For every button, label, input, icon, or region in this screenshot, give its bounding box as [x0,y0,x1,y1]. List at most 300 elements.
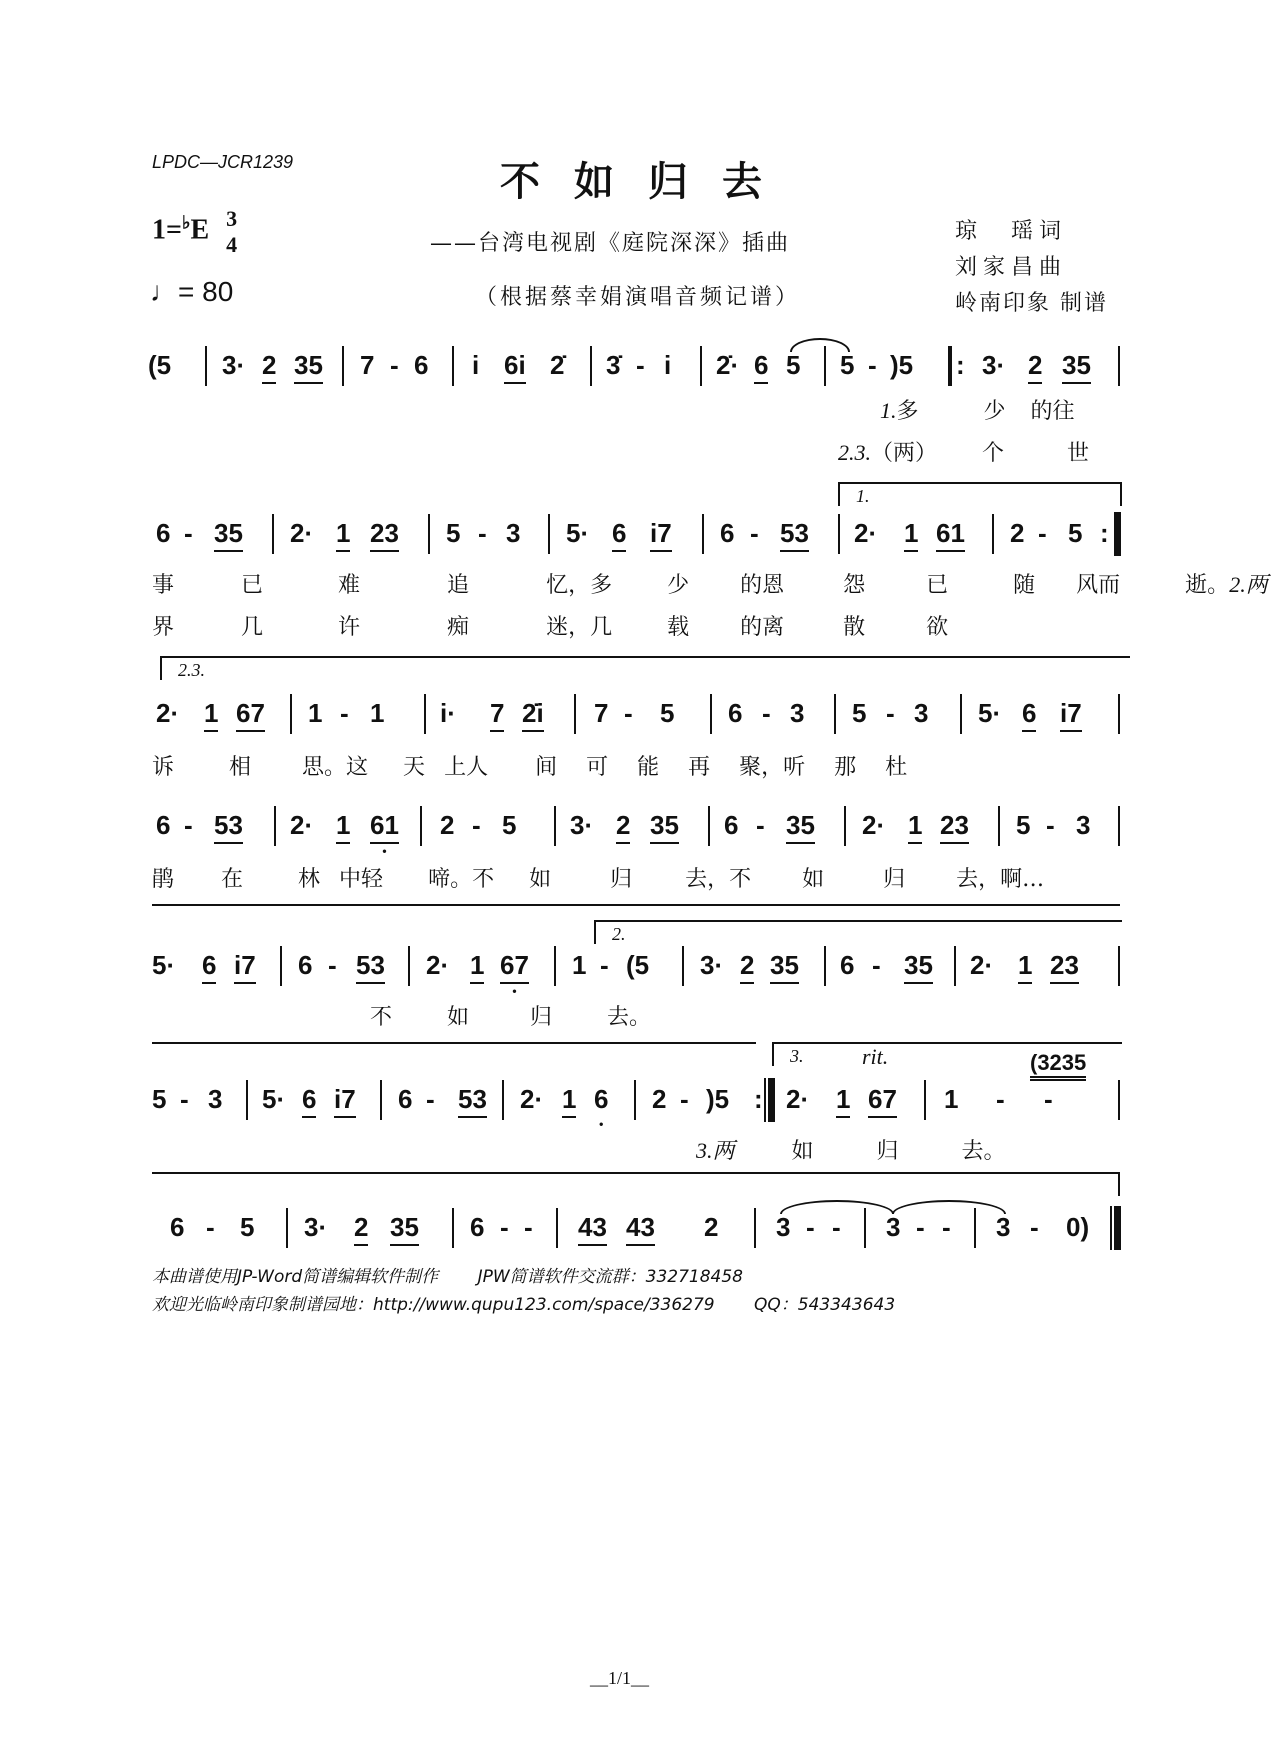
note: i7 [1060,698,1082,732]
lyric-char: 许 [338,615,361,640]
note: 1 [904,518,918,552]
note: 2 [262,350,276,384]
barline [280,946,282,986]
lyric-char: （两） [871,441,938,466]
barline [700,346,702,386]
lyric-char: 再 [688,755,711,780]
barline [274,806,276,846]
barline [834,694,836,734]
note: 2 [652,1084,667,1114]
repeat-end-barline [1114,512,1121,556]
slur-line [152,904,1120,906]
note: 6 [728,698,743,728]
barline [452,346,454,386]
lyric-char: 已 [926,573,949,598]
note: 6 [724,810,739,840]
lyric-char: 诉 [152,755,175,780]
note: 5 [502,810,517,840]
note: 2 [740,950,754,984]
lyric-char: 归 [530,1005,553,1030]
note: - [916,1212,925,1242]
slur-line [152,1042,756,1044]
lyric-char: 往 [1052,399,1075,424]
volta-label: 2.3. [178,660,205,680]
subtitle: ——台湾电视剧《庭院深深》插曲 [430,231,791,256]
note: 3 [1076,810,1091,840]
note: 3 [996,1212,1011,1242]
lyric-line-1 [152,862,1044,893]
note: )5 [706,1084,730,1114]
note: - [868,350,877,380]
note: 3 [790,698,805,728]
note: - [1044,1084,1053,1114]
barline [548,514,550,554]
volta-2 [594,920,1122,944]
barline [574,694,576,734]
barline [1118,1080,1120,1120]
note: - [750,518,759,548]
lyric-char: 去。 [607,1005,652,1030]
lyric-char: 事 [152,573,175,598]
system-6 [0,1084,1272,1134]
note: 43 [626,1212,655,1246]
barline [246,1080,248,1120]
note: 6 [302,1084,316,1118]
note: 2 [440,810,455,840]
note: - [328,950,337,980]
verse-number: 1. [880,398,897,423]
repeat-dots: : [754,1084,763,1114]
note: 35 [650,810,679,844]
note: 61 [936,518,965,552]
note: - [1030,1212,1039,1242]
barline [1118,946,1120,986]
note: - [886,698,895,728]
page-title: 不如归去 [500,158,796,205]
tie [780,1200,894,1214]
lyric-char: 间 [535,755,558,780]
lyric-char: 载 [667,615,690,640]
barline [864,1208,866,1248]
note: - [636,350,645,380]
barline [590,346,592,386]
note: 2 [354,1212,368,1246]
barline [954,946,956,986]
note: 5· [262,1084,286,1114]
lyric-char: 多 [896,399,919,424]
repeat-start-barline [948,346,952,386]
lyric-char: 在 [221,867,244,892]
volta-label: 2. [612,924,626,944]
lyric-char: 可 [586,755,609,780]
note: 1 [1018,950,1032,984]
barline [556,1208,558,1248]
lyric-char: 杜 [885,755,908,780]
lyric-line-1 [880,394,1075,425]
lyric-char: 随 [1013,573,1036,598]
note: 5 [1016,810,1031,840]
lyric-char: 思。这 [302,755,369,780]
note: i7 [334,1084,356,1118]
lyric-char: 少 [983,399,1006,424]
lyric-char: 忆，多 [546,573,613,598]
lyric-char: 中轻 [339,867,384,892]
note: 2· [290,810,314,840]
system-2 [0,518,1272,568]
note: - [1046,810,1055,840]
note: 2 [616,810,630,844]
barline [286,1208,288,1248]
website-link[interactable]: 欢迎光临岭南印象制谱园地：http://www.qupu123.com/space/336279 [152,1295,715,1315]
note: 1 [908,810,922,844]
barline [554,806,556,846]
barline [342,346,344,386]
note: 67 • [500,950,529,984]
lyric-char: 3.两 [696,1138,735,1163]
slur-line [152,1172,1120,1196]
note: 7 [594,698,609,728]
footer-line-2 [152,1290,895,1315]
barline [420,806,422,846]
note: 35 [294,350,323,384]
barline [428,514,430,554]
note: 3· [700,950,724,980]
lyric-line-1 [696,1134,1006,1165]
flat-icon: ♭ [181,212,191,233]
key-note: E [190,214,210,246]
note: - [184,518,193,548]
barline [974,1208,976,1248]
note: - [872,950,881,980]
note: 5 [840,350,855,380]
note: (5 [148,350,172,380]
note: 6 [754,350,768,384]
lyric-line-1 [370,1000,651,1031]
note: 1 [204,698,218,732]
barline [272,514,274,554]
system-4 [0,810,1272,860]
barline [554,946,556,986]
note: 35 [1062,350,1091,384]
volta-1 [838,482,1122,506]
note: 2 [1028,350,1042,384]
page-number: __1/1__ [590,1668,650,1688]
repeat-dots: : [956,350,965,380]
note: 1 [572,950,587,980]
key-signature [152,206,237,258]
note: 53 [780,518,809,552]
tempo-value: = 80 [178,276,234,307]
note: 1 [562,1084,576,1118]
note: 6 [612,518,626,552]
volta-2-3 [160,656,1130,680]
note: 2 [704,1212,719,1242]
note: 3· [304,1212,328,1242]
lyric-char: 鹃 [152,867,175,892]
volta-label: 3. [790,1046,804,1066]
barline [502,1080,504,1120]
note: 43 [578,1212,607,1246]
note: 2̇· [716,350,740,380]
barline [708,806,710,846]
barline [764,1078,766,1122]
barline [682,946,684,986]
note: 53 [458,1084,487,1118]
note: - [942,1212,951,1242]
grace-notes: (3235 [1030,1050,1086,1081]
barline [452,1208,454,1248]
barline [702,514,704,554]
note: - [472,810,481,840]
lyric-char: 欲 [926,615,949,640]
barline [424,694,426,734]
note: - [756,810,765,840]
note: 35 [904,950,933,984]
note: 3· [222,350,246,380]
note: 3· [982,350,1006,380]
lyric-char: 上人 [444,755,489,780]
note: 61 • [370,810,399,844]
note: 1 [836,1084,850,1118]
key-prefix: 1= [152,214,182,246]
barline [710,694,712,734]
note: - [762,698,771,728]
note: 5· [566,518,590,548]
note: 6 [470,1212,485,1242]
barline [754,1208,756,1248]
note: 1 [308,698,323,728]
qq-number: QQ：543343643 [754,1295,896,1315]
lyric-char: 如 [447,1005,470,1030]
score-code: LPDC—JCR1239 [152,152,294,172]
note: 67 [868,1084,897,1118]
lyric-char: 追 [447,573,470,598]
note: 7 [490,698,504,732]
note: 1 [370,698,385,728]
tempo-marking [150,276,233,308]
lyric-char: 的离 [740,615,785,640]
note: 3 [776,1212,791,1242]
lyric-char: 已 [241,573,264,598]
lyric-char: 的恩 [740,573,785,598]
note: 3 [208,1084,223,1114]
note: 2· [290,518,314,548]
barline [960,694,962,734]
final-barline [1114,1206,1121,1250]
note: 2̇i [522,698,544,732]
time-sig-top: 3 [226,206,238,231]
note: - [524,1212,533,1242]
note: 5 [1068,518,1083,548]
note: 1 [336,810,350,844]
barline [824,346,826,386]
source-note: （根据蔡幸娟演唱音频记谱） [475,285,801,310]
note: i7 [234,950,256,984]
note: 6 [156,518,171,548]
note: 6 [170,1212,185,1242]
note: 6 [156,810,171,840]
note: 6 [840,950,855,980]
lyric-char: 界 [152,615,175,640]
note: 0) [1066,1212,1090,1242]
note: 6 • [594,1084,608,1115]
note: 6 [720,518,735,548]
note: 2· [970,950,994,980]
barline [844,806,846,846]
lyric-line-2 [838,436,1089,467]
lyric-line-1 [152,750,907,781]
tie [892,1200,1006,1214]
lyric-char: 逝。 [1185,573,1230,598]
note: 5 [660,698,675,728]
lyric-char: 少 [667,573,690,598]
note: - [500,1212,509,1242]
barline [924,1080,926,1120]
note: i [664,350,672,380]
note: 35 [770,950,799,984]
lyricist-credit: 琼 瑶词 [955,219,1068,244]
note: - [206,1212,215,1242]
note: 5 [446,518,461,548]
note: 3 [914,698,929,728]
note: 1 [944,1084,959,1114]
system-1 [0,350,1272,400]
lyric-char: 散 [843,615,866,640]
note: 2· [156,698,180,728]
note: - [184,810,193,840]
note: 3· [570,810,594,840]
note: i [472,350,480,380]
lyric-char: 相 [229,755,252,780]
note: 6 [202,950,216,984]
note: 6 [1022,698,1036,732]
lyric-char: 2.两 [1229,572,1268,597]
note: 6 [414,350,429,380]
barline [838,514,840,554]
note: 23 [370,518,399,552]
group-number: JPW简谱软件交流群：332718458 [477,1267,743,1287]
lyric-char: 难 [338,573,361,598]
note: 5 [786,350,801,380]
note: 35 [786,810,815,844]
note: - [680,1084,689,1114]
system-3 [0,698,1272,748]
barline [992,514,994,554]
arranger-credit: 岭南印象 制谱 [955,291,1108,316]
lyric-char: 能 [637,755,660,780]
lyric-char: 天 [403,755,426,780]
note: 5 [240,1212,255,1242]
note: 23 [1050,950,1079,984]
note: - [340,698,349,728]
lyric-char: 风而 [1076,573,1121,598]
note: 5 [152,1084,167,1114]
system-5 [0,950,1272,1000]
note: 53 [214,810,243,844]
note: i· [440,698,456,728]
note: 6 [398,1084,413,1114]
note: 2 [1010,518,1025,548]
note: i7 [650,518,672,552]
note: 6i [504,350,526,384]
note: - [624,698,633,728]
lyric-char: 几 [241,615,264,640]
lyric-char: 怨 [843,573,866,598]
note: 5· [152,950,176,980]
barline [1118,806,1120,846]
note: - [832,1212,841,1242]
note: 2· [426,950,450,980]
lyric-char: 如 [791,1139,814,1164]
lyric-char: 聚，听 [739,755,806,780]
note: 35 [214,518,243,552]
lyric-char: 去，不 [685,867,752,892]
note: - [600,950,609,980]
lyric-char: 痴 [447,615,470,640]
lyric-char: 那 [834,755,857,780]
volta-label: 1. [856,486,870,506]
lyric-char: 个 [982,441,1005,466]
barline [1118,346,1120,386]
lyric-char: 如 [802,867,825,892]
lyric-char: 去，啊… [956,867,1045,892]
lyric-line-2 [152,610,948,641]
system-7 [0,1212,1272,1262]
barline [205,346,207,386]
barline [1118,694,1120,734]
note: 5· [978,698,1002,728]
note: - [996,1084,1005,1114]
software-credit: 本曲谱使用JP-Word简谱编辑软件制作 [152,1267,439,1287]
note: - [1038,518,1047,548]
lyric-char: 不 [370,1005,393,1030]
note: 35 [390,1212,419,1246]
lyric-char: 世 [1067,441,1090,466]
time-signature [226,206,237,258]
note: 2· [786,1084,810,1114]
repeat-end-barline [768,1078,775,1122]
barline [380,1080,382,1120]
note: 2· [854,518,878,548]
note: - [806,1212,815,1242]
barline [408,946,410,986]
note: 1 [470,950,484,984]
lyric-line-1 [152,568,1268,599]
note: 3 [886,1212,901,1242]
lyric-char: 迷，几 [546,615,613,640]
composer-credit: 刘家昌曲 [955,255,1068,280]
note: 23 [940,810,969,844]
footer-line-1 [152,1262,743,1287]
note: - [390,350,399,380]
lyric-char: 如 [529,867,552,892]
note: - [180,1084,189,1114]
note: 6 [298,950,313,980]
barline [824,946,826,986]
lyric-char: 归 [876,1139,899,1164]
note: 67 [236,698,265,732]
note: - [426,1084,435,1114]
note: 2· [862,810,886,840]
lyric-char: 去。 [961,1139,1006,1164]
note: 2· [520,1084,544,1114]
verse-number: 2.3. [838,440,871,465]
lyric-char: 的 [1030,399,1053,424]
time-sig-bottom: 4 [226,232,238,257]
lyric-char: 归 [883,867,906,892]
barline [290,694,292,734]
quarter-note-icon: ♩ [150,276,178,307]
